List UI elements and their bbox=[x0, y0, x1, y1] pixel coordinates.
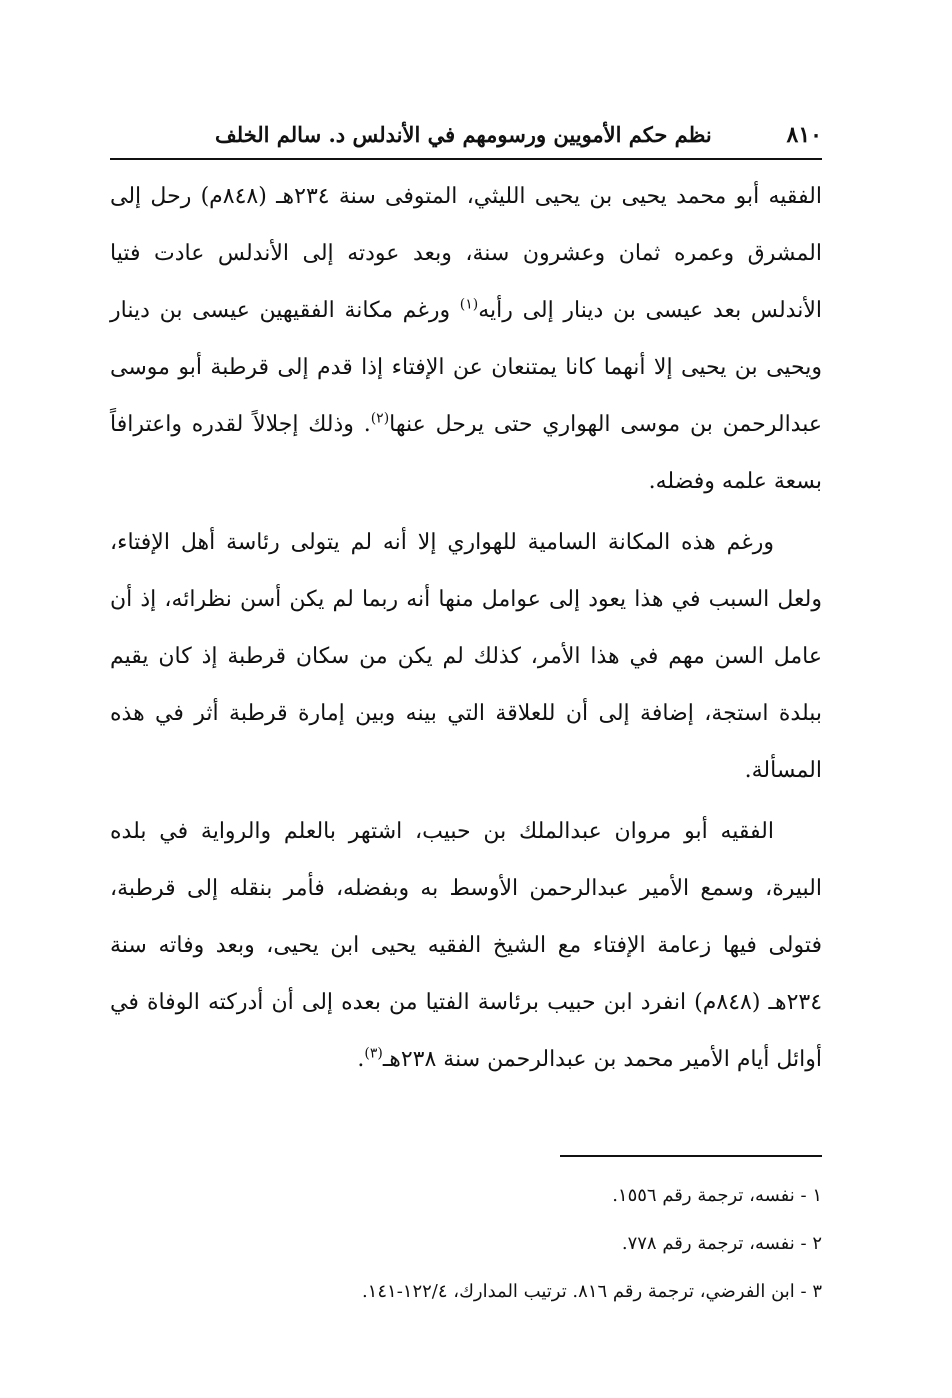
page-number: ٨١٠ bbox=[786, 122, 822, 148]
footnote-1: ١ - نفسه، ترجمة رقم ١٥٥٦. bbox=[612, 1185, 822, 1206]
footnote-2: ٢ - نفسه، ترجمة رقم ٧٧٨. bbox=[621, 1233, 822, 1254]
running-title: نظم حكم الأمويين ورسومهم في الأندلس د. سالم الخلف bbox=[215, 122, 712, 147]
footnote-3: ٣ - ابن الفرضي، ترجمة رقم ٨١٦. ترتيب المدارك، ١٢٢/٤-١٤١. bbox=[361, 1281, 822, 1302]
main-text bbox=[110, 168, 822, 1088]
paragraph-1 bbox=[110, 168, 822, 510]
paragraph-3-text-a: الفقيه أبو مروان عبدالملك بن حبيب، اشتهر بالعلم والرواية في بلده البيرة، وسمع الأمير عبدالرحمن الأوسط به وبفضله، فأمر بنقله إلى قرطبة، فتولى فيها زعامة الإفتاء مع الشيخ الفقيه يحيى ابن يحيى، وبعد وفاته سنة ٢٣٤هـ (٨٤٨م) انفرد ابن حبيب برئاسة الفتيا من بعده إلى أن أدركته الوفاة في أوائل أيام الأمير محمد بن عبدالرحمن سنة ٢٣٨هـ bbox=[110, 819, 823, 1072]
footnote-ref-3: (٣) bbox=[364, 1045, 383, 1062]
header-rule bbox=[110, 158, 822, 160]
paragraph-1-text-a: الفقيه أبو محمد يحيى بن يحيى الليثي، المتوفى سنة ٢٣٤هـ (٨٤٨م) رحل إلى المشرق وعمره ثمان وعشرون سنة، وبعد عودته إلى الأندلس عادت فتيا الأندلس بعد عيسى بن دينار إلى رأيه bbox=[110, 184, 822, 323]
footnotes bbox=[110, 1172, 822, 1316]
paragraph-1-text-b: ورغم مكانة الفقيهين عيسى بن دينار ويحيى بن يحيى إلا أنهما كانا يمتنعان عن الإفتاء إذا قدم إلى قرطبة أبو موسى عبدالرحمن بن موسى الهواري حتى يرحل عنها bbox=[110, 298, 822, 437]
paragraph-3-text-b: . bbox=[357, 1047, 365, 1072]
footnote-ref-2: (٢) bbox=[370, 410, 390, 427]
footnote-rule bbox=[560, 1155, 822, 1157]
footnote-ref-1: (١) bbox=[459, 296, 479, 313]
page-header bbox=[110, 122, 822, 158]
paragraph-3 bbox=[110, 803, 822, 1088]
paragraph-2: ورغم هذه المكانة السامية للهواري إلا أنه لم يتولى رئاسة أهل الإفتاء، ولعل السبب في هذا يعود إلى عوامل منها أنه ربما لم يكن أسن نظرائه، إذ أن عامل السن مهم في هذا الأمر، كذلك لم يكن من سكان قرطبة إذ كان يقيم ببلدة استجة، إضافة إلى أن للعلاقة التي بينه وبين إمارة قرطبة أثر في هذه المسألة. bbox=[110, 530, 822, 783]
paragraph-1-text-c: . وذلك إجلالاً لقدره واعترافاً بسعة علمه وفضله. bbox=[110, 412, 822, 494]
